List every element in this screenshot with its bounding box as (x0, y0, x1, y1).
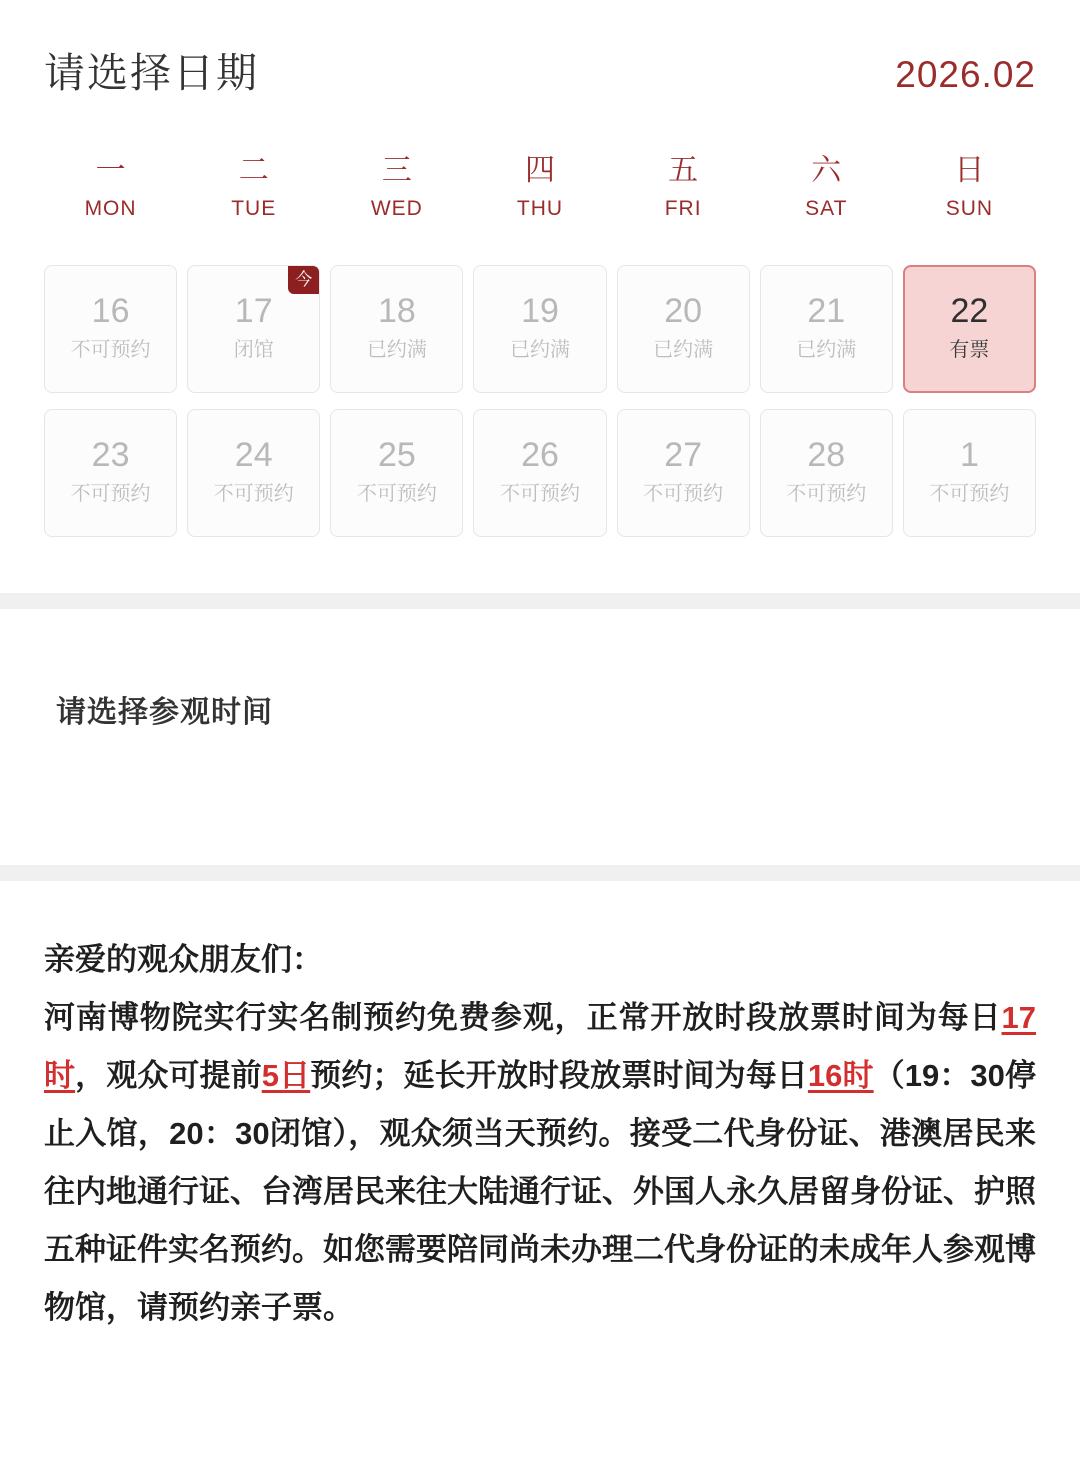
weekday-label-en: SAT (805, 197, 848, 220)
calendar-day-24 (187, 409, 320, 537)
weekday-label-en: SUN (945, 197, 994, 220)
calendar-grid (0, 227, 1080, 537)
today-badge: 今 (288, 266, 319, 294)
notice-text: ，观众可提前 (75, 1058, 262, 1093)
notice-greeting: 亲爱的观众朋友们： (44, 942, 323, 977)
notice-text: 河南博物院实行实名制预约免费参观，正常开放时段放票时间为每日 (44, 1000, 1002, 1035)
weekday-label-en: FRI (664, 197, 702, 220)
day-status-label: 不可预约 (643, 483, 724, 505)
calendar-day-16 (44, 265, 177, 393)
calendar-day-1 (903, 409, 1036, 537)
weekday-label-cn: 四 (524, 154, 555, 187)
day-status-label: 已约满 (509, 339, 570, 361)
calendar-day-28 (760, 409, 893, 537)
calendar-day-23 (44, 409, 177, 537)
weekday-label-en: THU (516, 197, 564, 220)
weekday-label-en: MON (84, 197, 137, 220)
weekday-label-cn: 三 (381, 154, 412, 187)
day-status-label: 已约满 (796, 339, 857, 361)
notice-text: 预约；延长开放时段放票时间为每日 (310, 1058, 808, 1093)
notice-highlight: 5日 (261, 1058, 311, 1093)
day-status-label: 不可预约 (70, 339, 151, 361)
section-divider-band (0, 593, 1080, 609)
weekday-sun (903, 151, 1036, 227)
weekday-label-cn: 六 (811, 154, 842, 187)
day-status-label: 不可预约 (786, 483, 867, 505)
weekday-tue (187, 151, 320, 227)
page-header (0, 0, 1080, 99)
calendar-day-26 (473, 409, 606, 537)
day-number: 27 (664, 436, 703, 474)
calendar-day-27 (617, 409, 750, 537)
day-number: 26 (521, 436, 559, 474)
weekday-label-en: WED (370, 197, 423, 220)
section-divider-band-2 (0, 865, 1080, 881)
calendar-day-17 (187, 265, 320, 393)
visit-time-title: 请选择参观时间 (56, 696, 273, 729)
day-status-label: 有票 (949, 339, 990, 361)
weekday-wed (330, 151, 463, 227)
notice-highlight: 17时 (44, 1000, 1036, 1093)
day-number: 17 (234, 292, 273, 330)
weekday-thu (473, 151, 606, 227)
day-number: 25 (377, 436, 416, 474)
visit-time-section (0, 609, 1080, 809)
month-label: 2026.02 (895, 54, 1036, 95)
calendar-day-20 (617, 265, 750, 393)
calendar-day-22[interactable] (903, 265, 1036, 393)
calendar-day-25 (330, 409, 463, 537)
page-title: 请选择日期 (44, 50, 259, 96)
day-number: 18 (377, 292, 416, 330)
day-number: 20 (664, 292, 703, 330)
day-number: 24 (234, 436, 273, 474)
notice-block (0, 881, 1080, 1337)
day-number: 22 (950, 292, 989, 330)
day-status-label: 闭馆 (233, 339, 274, 361)
day-status-label: 不可预约 (499, 483, 580, 505)
day-number: 16 (91, 292, 130, 330)
calendar-day-18 (330, 265, 463, 393)
calendar-day-19 (473, 265, 606, 393)
notice-body (44, 989, 1036, 1337)
day-number: 21 (807, 292, 846, 330)
day-status-label: 不可预约 (929, 483, 1010, 505)
day-number: 1 (959, 436, 979, 474)
day-status-label: 已约满 (366, 339, 427, 361)
weekday-label-cn: 一 (95, 154, 126, 187)
weekday-label-en: TUE (231, 197, 277, 220)
day-status-label: 不可预约 (356, 483, 437, 505)
day-number: 23 (91, 436, 130, 474)
weekday-label-cn: 五 (668, 154, 699, 187)
weekday-header-row (0, 99, 1080, 227)
notice-text: （19：30停止入馆，20：30闭馆），观众须当天预约。接受二代身份证、港澳居民来往内地通行证、台湾居民来往大陆通行证、外国人永久居留身份证、护照五种证件实名预约。如您需要陪同尚未办理二代身份证的未成年人参观博物馆，请预约亲子票。 (44, 1058, 1037, 1325)
day-status-label: 不可预约 (213, 483, 294, 505)
weekday-mon (44, 151, 177, 227)
weekday-fri (617, 151, 750, 227)
day-number: 19 (521, 292, 559, 330)
weekday-label-cn: 日 (954, 154, 985, 187)
calendar-day-21 (760, 265, 893, 393)
weekday-label-cn: 二 (238, 154, 269, 187)
day-status-label: 已约满 (653, 339, 714, 361)
day-status-label: 不可预约 (70, 483, 151, 505)
weekday-sat (760, 151, 893, 227)
day-number: 28 (807, 436, 846, 474)
notice-highlight: 16时 (807, 1058, 874, 1093)
